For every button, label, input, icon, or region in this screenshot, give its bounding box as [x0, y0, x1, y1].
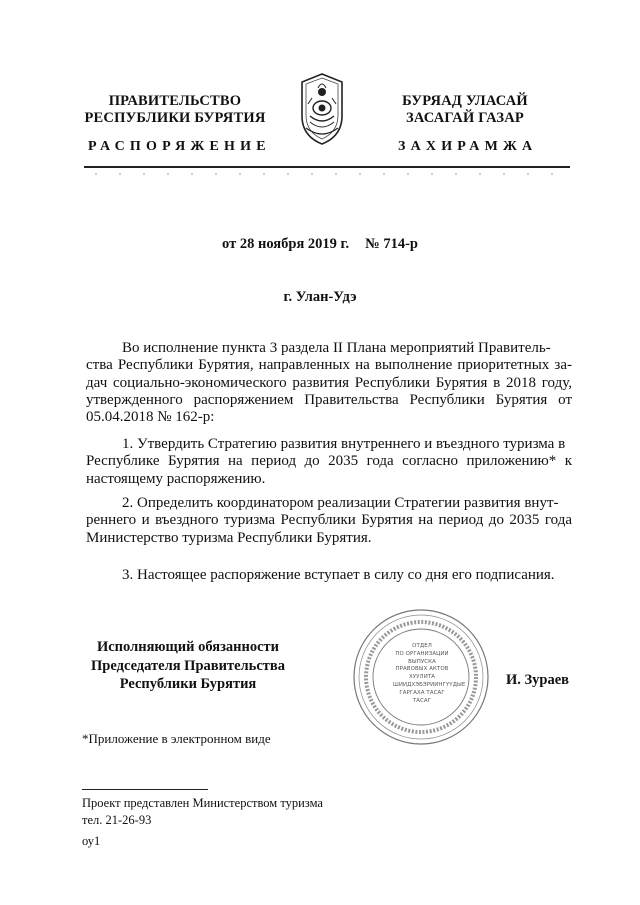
- document-type-bua: ЗАХИРАМЖА: [398, 139, 538, 154]
- signatory-name: И. Зураев: [506, 672, 570, 688]
- footer-phone: тел. 21-26-93: [82, 813, 152, 827]
- seal-line: ШИИДХЭБЭРИИНГҮҮДЫЕ: [393, 681, 466, 688]
- item-1-paragraph: [86, 436, 572, 488]
- footer-block: [82, 795, 323, 850]
- coat-of-arms-emblem: [296, 70, 348, 148]
- item-3-paragraph: [86, 567, 572, 584]
- signatory-title-line1: Исполняющий обязанности: [96, 639, 280, 655]
- header-right-line2: ЗАСАГАЙ ГАЗАР: [406, 110, 524, 126]
- document-number: № 714-р: [365, 236, 418, 252]
- seal-line: ПРАВОВЫХ АКТОВ: [395, 666, 449, 673]
- item-2-first-line: 2. Определить координатором реализации Стратегии развития внут-: [122, 495, 559, 511]
- header-left-line1: ПРАВИТЕЛЬСТВО: [108, 93, 242, 109]
- header-rule: [84, 166, 570, 168]
- item-2-paragraph: [86, 495, 572, 547]
- preamble-first-line: Во исполнение пункта 3 раздела II Плана мероприятий Правитель-: [122, 340, 551, 356]
- signatory-title: [78, 638, 298, 694]
- seal-line: ОТДЕЛ: [412, 643, 432, 649]
- preamble-paragraph: [86, 340, 572, 426]
- document-date: от 28 ноября 2019 г.: [222, 236, 350, 252]
- seal-line: ГАРГАХА ТАСАГ: [399, 689, 445, 696]
- signatory-title-line2: Председателя Правительства: [91, 657, 285, 674]
- header-right-authority: [380, 93, 550, 127]
- preamble-rest: ства Республики Бурятия, направленных на выполнение приоритетных за- дач социально-экономического развития Республики Бурятия в 2018 году, утвержденного распоряжением Правительства Республики Бурятия от 05.04.2018 № 162-р:: [86, 357, 572, 426]
- footer-rule: [82, 789, 208, 790]
- document-type-ru: РАСПОРЯЖЕНИЕ: [88, 139, 271, 154]
- header-right-line1: БУРЯАД УЛАСАЙ: [402, 93, 528, 109]
- seal-line: ТАСАГ: [412, 697, 432, 704]
- seal-line: ПО ОРГАНИЗАЦИИ: [395, 650, 449, 657]
- date-number-line: [0, 236, 640, 253]
- seal-inner-text: [393, 643, 466, 705]
- item-2-rest: реннего и въездного туризма Республики Бурятия на период до 2035 года Министерство туризма Республики Бурятия.: [86, 512, 572, 546]
- header-left-authority: [70, 93, 280, 127]
- header-left-line2: РЕСПУБЛИКИ БУРЯТИЯ: [84, 110, 266, 126]
- item-1-first-line: 1. Утвердить Стратегию развития внутреннего и въездного туризма в: [122, 436, 566, 452]
- seal-line: ВЫПУСКА: [408, 658, 436, 665]
- seal-line: ХУУЛИТА: [408, 674, 436, 681]
- item-3-text: 3. Настоящее распоряжение вступает в силу со дня его подписания.: [122, 567, 555, 583]
- appendix-note: *Приложение в электронном виде: [82, 731, 271, 746]
- item-1-rest: Республике Бурятия на период до 2035 года согласно приложению* к настоящему распоряжению.: [86, 453, 572, 487]
- footer-submitted-by: Проект представлен Министерством туризма: [82, 796, 323, 810]
- footer-code: оу1: [82, 834, 101, 848]
- document-city: г. Улан-Удэ: [283, 289, 357, 305]
- header-dotted-rule: [84, 172, 570, 176]
- signatory-title-line3: Республики Бурятия: [119, 676, 257, 692]
